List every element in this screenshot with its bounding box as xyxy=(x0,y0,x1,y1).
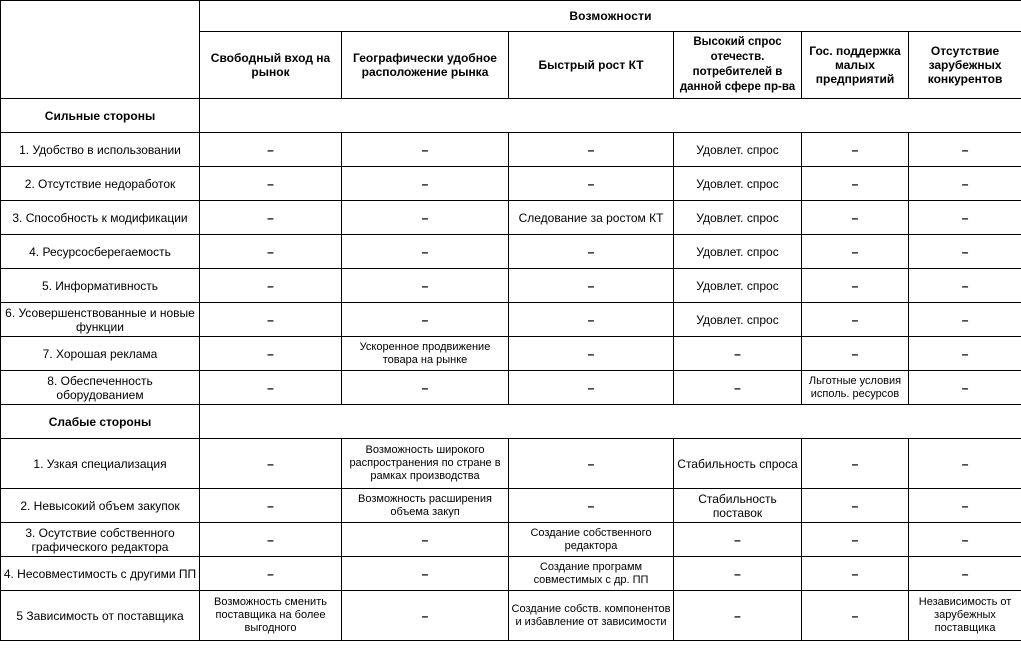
table-cell: Независимость от зарубежных поставщика xyxy=(909,591,1021,641)
empty-cell: – xyxy=(342,371,509,405)
corner-cell xyxy=(1,1,200,99)
empty-cell: – xyxy=(674,591,802,641)
row-label: 1. Удобство в использовании xyxy=(1,133,200,167)
table-cell: Ускоренное продвижение товара на рынке xyxy=(342,337,509,371)
empty-cell: – xyxy=(200,337,342,371)
empty-cell: – xyxy=(509,133,674,167)
empty-cell: – xyxy=(342,133,509,167)
table-row xyxy=(1,201,1021,235)
column-header-state-support: Гос. поддержка малых предприятий xyxy=(802,32,909,99)
column-header-high-domestic-demand: Высокий спрос отечеств. потребителей в данной сфере пр-ва xyxy=(674,32,802,99)
empty-cell: – xyxy=(909,133,1021,167)
empty-cell: – xyxy=(802,201,909,235)
empty-cell: – xyxy=(802,591,909,641)
table-cell: Удовлет. спрос xyxy=(674,235,802,269)
empty-cell: – xyxy=(909,269,1021,303)
table-row xyxy=(1,371,1021,405)
table-cell: Возможность сменить поставщика на более выгодного xyxy=(200,591,342,641)
row-label: 3. Способность к модификации xyxy=(1,201,200,235)
empty-cell: – xyxy=(342,269,509,303)
empty-cell: – xyxy=(674,557,802,591)
row-label: 3. Осутствие собственного графического редактора xyxy=(1,523,200,557)
row-label: 5 Зависимость от поставщика xyxy=(1,591,200,641)
empty-cell: – xyxy=(200,269,342,303)
table-row xyxy=(1,167,1021,201)
strengths-section-row xyxy=(1,99,1021,133)
table-cell: Следование за ростом КТ xyxy=(509,201,674,235)
row-label: 7. Хорошая реклама xyxy=(1,337,200,371)
empty-cell: – xyxy=(674,523,802,557)
row-label: 2. Невысокий объем закупок xyxy=(1,489,200,523)
empty-cell: – xyxy=(342,557,509,591)
column-header-free-market-entry: Свободный вход на рынок xyxy=(200,32,342,99)
empty-cell: – xyxy=(342,303,509,337)
empty-cell: – xyxy=(200,303,342,337)
row-label: 8. Обеспеченность оборудованием xyxy=(1,371,200,405)
empty-cell: – xyxy=(200,489,342,523)
row-label: 4. Ресурсосберегаемость xyxy=(1,235,200,269)
table-cell: Льготные условия исполь. ресурсов xyxy=(802,371,909,405)
table-row xyxy=(1,439,1021,489)
empty-cell: – xyxy=(802,133,909,167)
empty-cell: – xyxy=(802,439,909,489)
empty-cell: – xyxy=(802,557,909,591)
empty-cell: – xyxy=(802,489,909,523)
empty-cell: – xyxy=(674,337,802,371)
table-row xyxy=(1,523,1021,557)
empty-cell: – xyxy=(909,523,1021,557)
empty-cell: – xyxy=(200,201,342,235)
empty-cell: – xyxy=(200,557,342,591)
empty-cell: – xyxy=(509,167,674,201)
table-cell: Удовлет. спрос xyxy=(674,303,802,337)
empty-cell: – xyxy=(909,201,1021,235)
empty-cell: – xyxy=(342,523,509,557)
empty-cell: – xyxy=(200,523,342,557)
row-label: 6. Усовершенствованные и новые функции xyxy=(1,303,200,337)
table-cell: Возможность расширения объема закуп xyxy=(342,489,509,523)
opportunities-title: Возможности xyxy=(200,1,1021,32)
empty-cell: – xyxy=(509,303,674,337)
empty-cell: – xyxy=(200,167,342,201)
empty-cell: – xyxy=(509,235,674,269)
column-header-geographic-location: Географически удобное расположение рынка xyxy=(342,32,509,99)
empty-cell: – xyxy=(802,167,909,201)
empty-cell: – xyxy=(909,303,1021,337)
row-label: 4. Несовместимость с другими ПП xyxy=(1,557,200,591)
empty-cell: – xyxy=(909,167,1021,201)
empty-cell: – xyxy=(909,557,1021,591)
table-cell: Удовлет. спрос xyxy=(674,201,802,235)
empty-cell: – xyxy=(509,337,674,371)
row-label: 2. Отсутствие недоработок xyxy=(1,167,200,201)
empty-cell: – xyxy=(200,371,342,405)
table-cell: Создание собственного редактора xyxy=(509,523,674,557)
empty-cell: – xyxy=(909,489,1021,523)
table-row xyxy=(1,337,1021,371)
row-label: 5. Информативность xyxy=(1,269,200,303)
empty-cell: – xyxy=(509,439,674,489)
empty-cell: – xyxy=(509,269,674,303)
weaknesses-section-spacer xyxy=(200,405,1021,439)
empty-cell: – xyxy=(909,371,1021,405)
empty-cell: – xyxy=(802,303,909,337)
empty-cell: – xyxy=(802,337,909,371)
empty-cell: – xyxy=(802,269,909,303)
table-row xyxy=(1,235,1021,269)
strengths-section-title: Сильные стороны xyxy=(1,99,200,133)
empty-cell: – xyxy=(200,133,342,167)
empty-cell: – xyxy=(674,371,802,405)
table-cell: Возможность широкого распространения по стране в рамках производства xyxy=(342,439,509,489)
table-row xyxy=(1,269,1021,303)
row-label: 1. Узкая специализация xyxy=(1,439,200,489)
column-header-fast-ct-growth: Быстрый рост КТ xyxy=(509,32,674,99)
table-cell: Стабильность спроса xyxy=(674,439,802,489)
empty-cell: – xyxy=(200,439,342,489)
table-row xyxy=(1,591,1021,641)
empty-cell: – xyxy=(342,167,509,201)
empty-cell: – xyxy=(342,235,509,269)
empty-cell: – xyxy=(909,337,1021,371)
empty-cell: – xyxy=(909,235,1021,269)
table-row xyxy=(1,557,1021,591)
table-cell: Стабильность поставок xyxy=(674,489,802,523)
empty-cell: – xyxy=(802,235,909,269)
table-row xyxy=(1,489,1021,523)
weaknesses-section-title: Слабые стороны xyxy=(1,405,200,439)
empty-cell: – xyxy=(200,235,342,269)
table-cell: Удовлет. спрос xyxy=(674,269,802,303)
empty-cell: – xyxy=(509,371,674,405)
column-header-no-foreign-competitors: Отсутствие зарубежных конкурентов xyxy=(909,32,1021,99)
empty-cell: – xyxy=(909,439,1021,489)
weaknesses-section-row xyxy=(1,405,1021,439)
empty-cell: – xyxy=(342,591,509,641)
table-row xyxy=(1,303,1021,337)
table-cell: Создание программ совместимых с др. ПП xyxy=(509,557,674,591)
table-row xyxy=(1,133,1021,167)
strengths-section-spacer xyxy=(200,99,1021,133)
empty-cell: – xyxy=(509,489,674,523)
empty-cell: – xyxy=(802,523,909,557)
table-cell: Создание собств. компонентов и избавление от зависимости xyxy=(509,591,674,641)
empty-cell: – xyxy=(342,201,509,235)
table-cell: Удовлет. спрос xyxy=(674,167,802,201)
table-cell: Удовлет. спрос xyxy=(674,133,802,167)
